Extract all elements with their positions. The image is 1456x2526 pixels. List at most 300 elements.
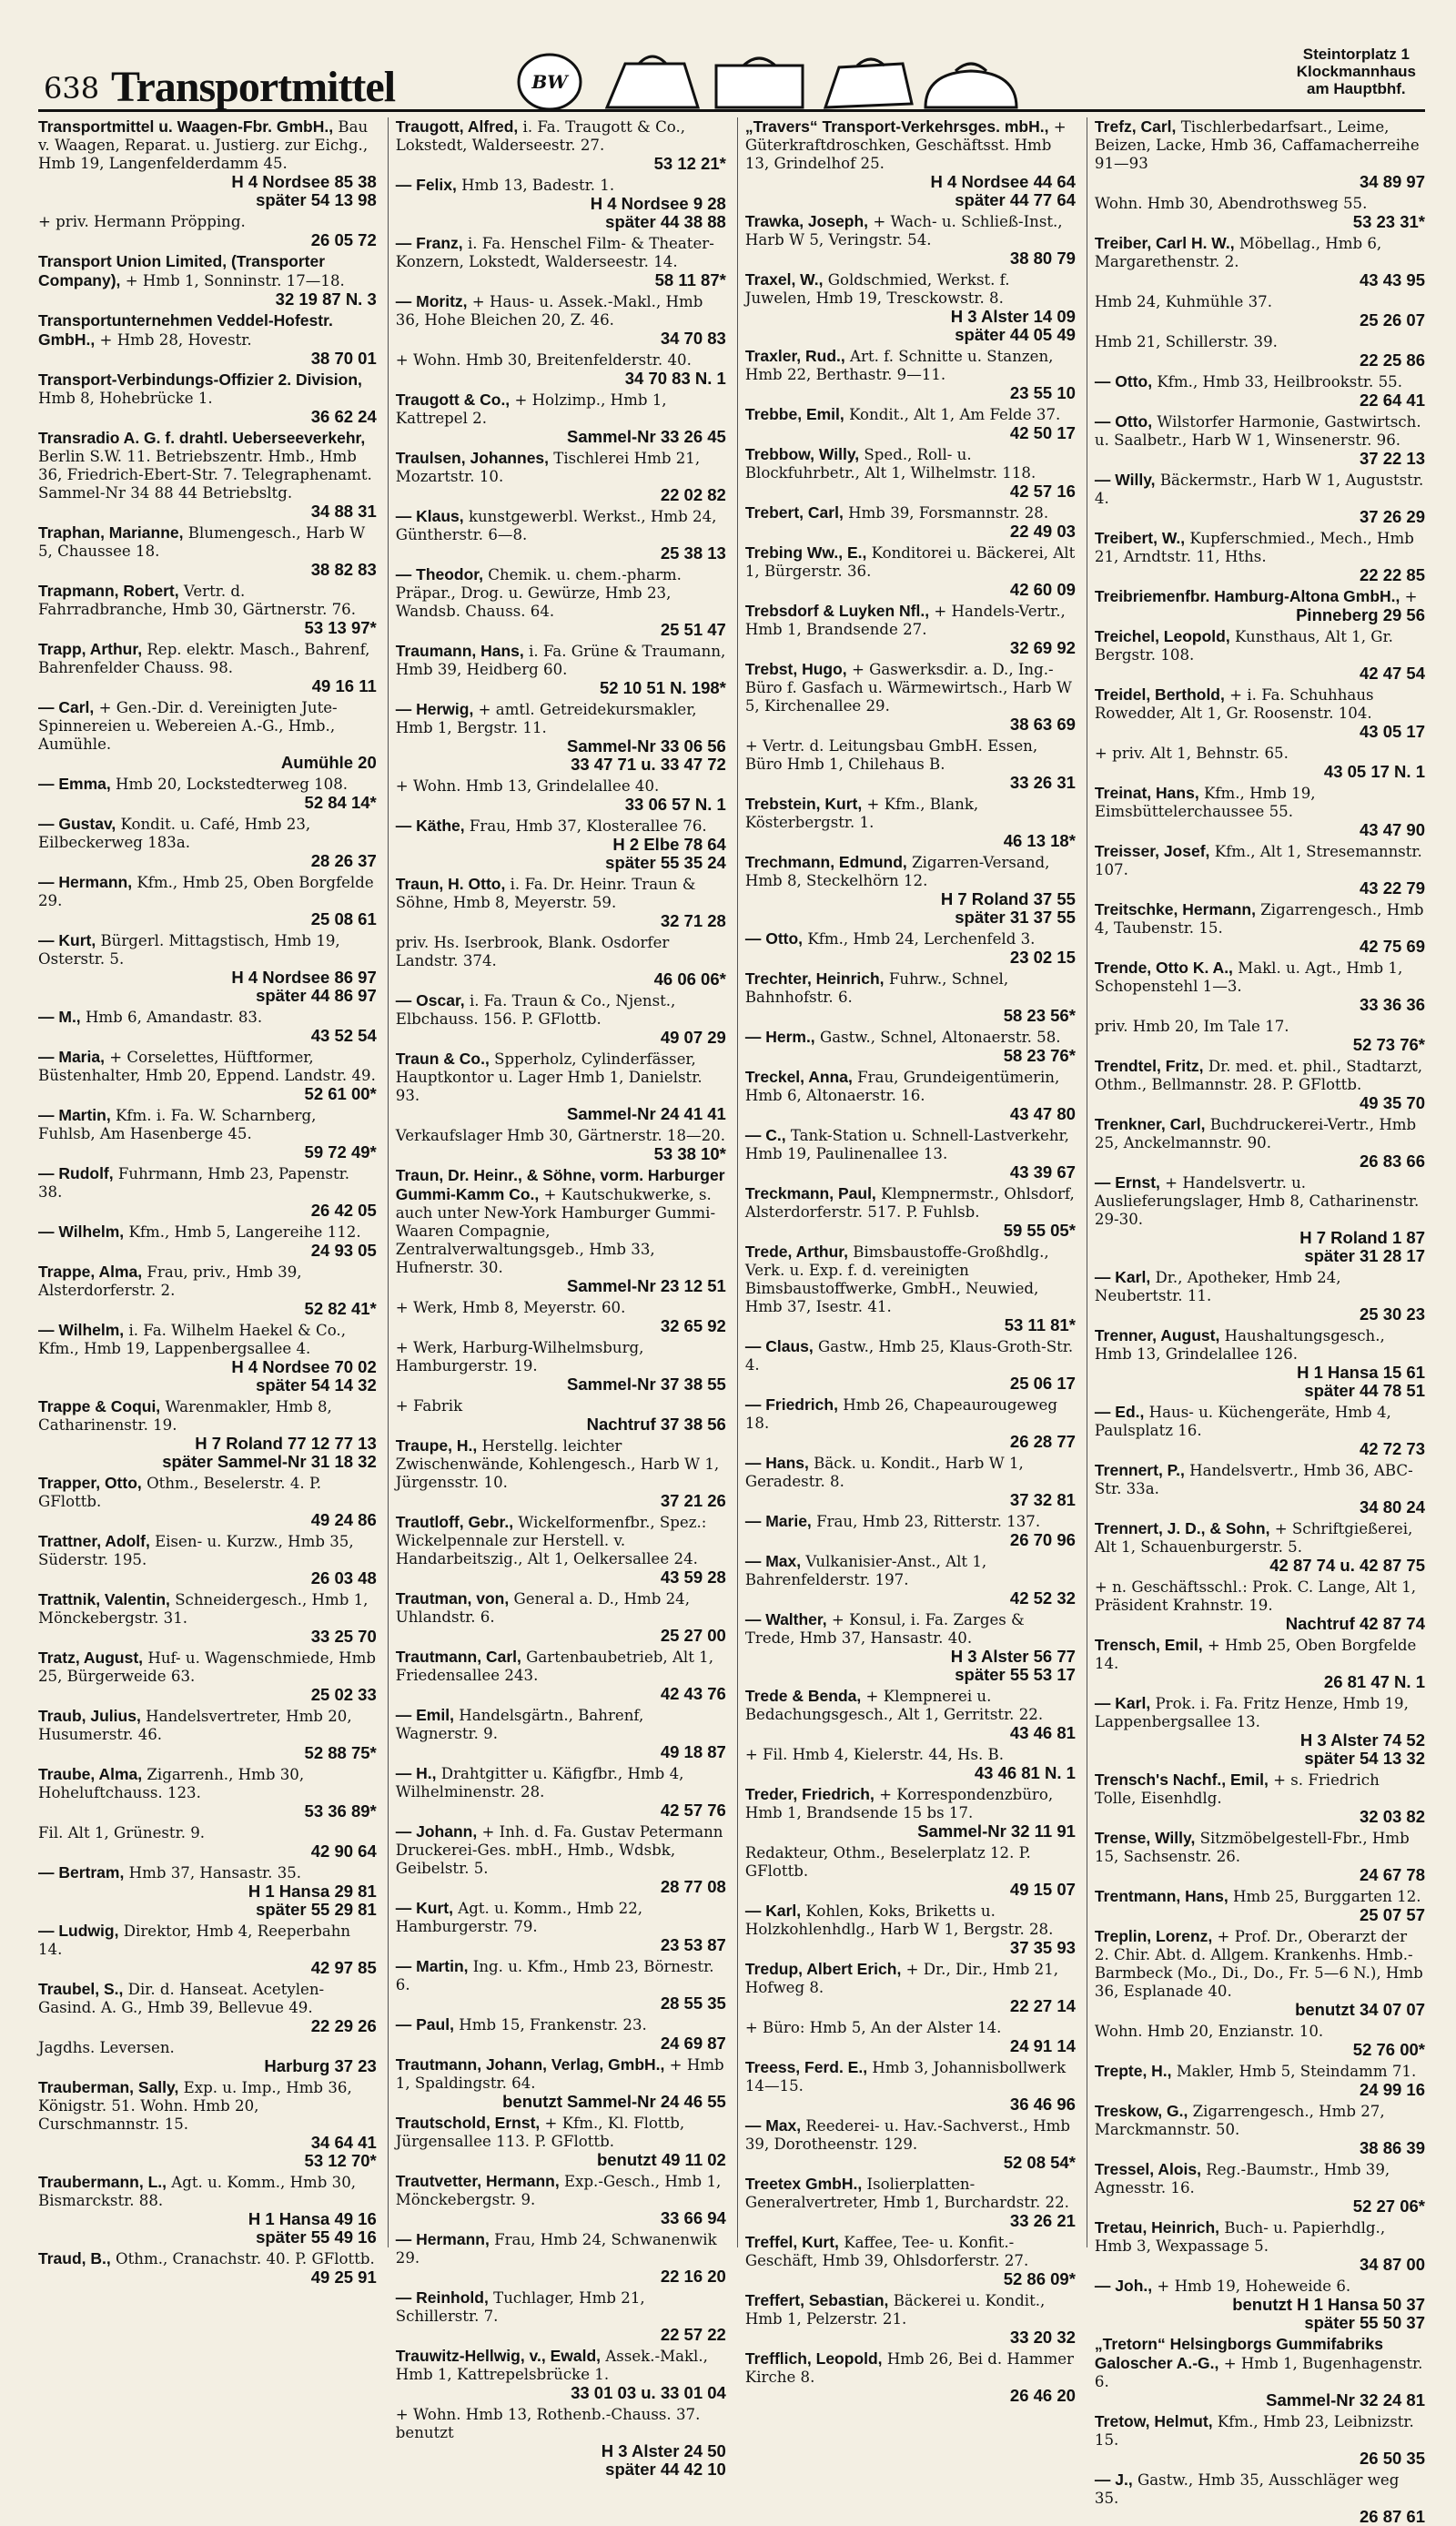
entry-details: Hmb 13, Badestr. 1.	[461, 177, 615, 194]
entry-details: Schneidergesch., Hmb 1, Mönckebergstr. 31.	[38, 1591, 369, 1627]
entry-details: Handelsvertreter, Hmb 20, Husumerstr. 46.	[38, 1708, 352, 1743]
column-4	[1087, 117, 1425, 2526]
entry-details: Möbellag., Hmb 6, Margarethenstr. 2.	[1094, 235, 1382, 270]
entry-details: Blumengesch., Harb W 5, Chaussee 18.	[38, 524, 366, 560]
entry-phone: Pinneberg 29 56	[1296, 605, 1425, 624]
directory-entry	[745, 969, 1076, 1025]
entry-phone: 22 64 41	[1359, 391, 1425, 410]
entry-phone: Nachtruf 42 87 74	[1285, 1614, 1425, 1633]
entry-name: Transportmittel u. Waagen-Fbr. GmbH.,	[38, 117, 334, 136]
entry-name: Trepte, H.,	[1094, 2062, 1172, 2080]
entry-phone: 33 01 03 u. 33 01 04	[571, 2383, 726, 2402]
directory-entry	[396, 776, 726, 814]
directory-entry	[745, 736, 1076, 792]
directory-entry	[38, 1008, 377, 1045]
entry-phone: 24 67 78	[1359, 1865, 1425, 1884]
entry-phone: 42 87 74 u. 42 87 75	[1269, 1556, 1425, 1575]
entry-phone: 37 26 29	[1359, 507, 1425, 526]
entry-name: „Tretorn“ Helsingborgs Gummifabriks Galoscher A.-G.,	[1094, 2335, 1383, 2372]
entry-name: — Käthe,	[395, 817, 465, 835]
directory-entry	[396, 117, 726, 173]
entry-details: i. Fa. Dr. Heinr. Traun & Söhne, Hmb 8, Meyerstr. 59.	[395, 876, 696, 911]
entry-details: + Handelsvertr. u. Auslieferungslager, Hmb 8, Catharinenstr. 29-30.	[1094, 1174, 1420, 1228]
directory-entry	[1095, 2062, 1425, 2099]
directory-entry	[1095, 1519, 1425, 1575]
entry-name: Trautvetter, Hermann,	[395, 2172, 560, 2190]
directory-entry	[396, 1899, 726, 1954]
entry-phone: 52 84 14*	[304, 793, 377, 812]
directory-entry	[745, 1337, 1076, 1393]
entry-name: Treess, Ferd. E.,	[744, 2058, 868, 2076]
directory-entry	[396, 176, 726, 231]
directory-entry	[1095, 1927, 1425, 2019]
directory-entry	[745, 1552, 1076, 1608]
directory-entry	[38, 582, 377, 637]
entry-details: Handelsvertr., Hmb 36, ABC-Str. 33a.	[1094, 1462, 1413, 1497]
directory-entry	[1095, 1173, 1425, 1265]
entry-details: + Wach- u. Schließ-Inst., Harb W 5, Veringstr. 54.	[744, 213, 1063, 249]
entry-phone: 33 26 31	[1009, 773, 1076, 792]
entry-details: Gastw., Schnel, Altonaerstr. 58.	[819, 1029, 1061, 1046]
entry-name: Trede, Arthur,	[744, 1243, 848, 1261]
entry-name: — Martin,	[395, 1957, 469, 1975]
entry-name: Traubermann, L.,	[38, 2173, 167, 2191]
entry-phone: 46 13 18*	[1003, 831, 1076, 850]
entry-name: Tretow, Helmut,	[1094, 2412, 1213, 2430]
entry-phone: 22 02 82	[660, 485, 726, 504]
entry-details: + Inh. d. Fa. Gustav Petermann Druckerei-Ges. mbH., Hmb., Wdsbk, Geibelstr. 5.	[395, 1823, 723, 1877]
entry-details: + Werk, Hmb 8, Meyerstr. 60.	[395, 1299, 626, 1316]
entry-phone: 42 43 76	[660, 1684, 726, 1703]
entry-name: Traxler, Rud.,	[744, 347, 845, 365]
entry-phone: 58 11 87*	[654, 270, 726, 289]
directory-entry	[745, 853, 1076, 927]
directory-entry	[396, 507, 726, 563]
entry-details: + Fabrik	[395, 1397, 463, 1415]
entry-details: Buchdruckerei-Vertr., Hmb 25, Anckelmannstr. 90.	[1094, 1116, 1417, 1151]
entry-details: Zigarrengesch., Hmb 4, Taubenstr. 15.	[1094, 901, 1424, 937]
entry-details: Zigarren-Versand, Hmb 8, Steckelhörn 12.	[744, 854, 1050, 889]
directory-entry	[396, 449, 726, 504]
directory-entry	[1095, 529, 1425, 584]
entry-phone: 37 35 93	[1009, 1938, 1076, 1957]
directory-entry	[396, 642, 726, 697]
entry-name: Traube, Alma,	[38, 1765, 143, 1783]
entry-details: i. Fa. Wilhelm Haekel & Co., Kfm., Hmb 19, Lappenbergsallee 4.	[38, 1322, 346, 1357]
entry-details: Hmb 20, Lockstedterweg 108.	[116, 776, 349, 793]
entry-details: Kohlen, Koks, Briketts u. Holzkohlenhdlg., Harb W 1, Bergstr. 28.	[744, 1902, 1054, 1938]
entry-phone: 43 05 17 N. 1	[1323, 762, 1425, 781]
directory-entry	[38, 370, 377, 426]
directory-entry	[38, 1648, 377, 1704]
directory-entry	[38, 698, 377, 772]
entry-phone: 52 61 00*	[304, 1084, 377, 1103]
entry-details: + Wohn. Hmb 30, Breitenfelderstr. 40.	[395, 351, 692, 369]
entry-phone: 53 11 81*	[1004, 1315, 1076, 1334]
entry-name: Trautmann, Johann, Verlag, GmbH.,	[395, 2055, 665, 2074]
entry-phone: 26 50 35	[1359, 2449, 1425, 2468]
entry-details: Sitzmöbelgestell-Fbr., Hmb 15, Sachsenstr. 26.	[1094, 1830, 1410, 1865]
entry-name: — Hans,	[744, 1454, 809, 1472]
entry-details: i. Fa. Traun & Co., Njenst., Elbchauss. 156. P. GFlottb.	[395, 992, 676, 1028]
entry-phone: 43 52 54	[310, 1026, 377, 1045]
entry-phone: 53 12 21*	[653, 154, 726, 173]
entry-details: + Kfm., Blank, Kösterbergstr. 1.	[744, 796, 979, 831]
entry-phone: 42 60 09	[1009, 580, 1076, 599]
address-block	[1297, 46, 1416, 97]
entry-phone: 25 06 17	[1009, 1374, 1076, 1393]
entry-name: — Wilhelm,	[38, 1321, 125, 1339]
page-header	[38, 18, 1425, 112]
directory-entry	[745, 2175, 1076, 2230]
entry-phone: 49 25 91	[310, 2267, 377, 2287]
entry-name: Treskow, G.,	[1094, 2102, 1188, 2120]
entry-name: Trebert, Carl,	[744, 503, 844, 522]
entry-details: Gastw., Hmb 25, Klaus-Groth-Str. 4.	[744, 1338, 1074, 1374]
entry-name: Trede & Benda,	[744, 1687, 862, 1705]
entry-phone: 53 12 70*	[304, 2151, 377, 2170]
entry-details: + priv. Alt 1, Behnstr. 65.	[1094, 745, 1289, 762]
column-3	[737, 117, 1076, 2405]
entry-details: priv. Hmb 20, Im Tale 17.	[1094, 1018, 1289, 1035]
entry-details: Reg.-Baumstr., Hmb 39, Agnesstr. 16.	[1094, 2161, 1390, 2196]
entry-name: — Walther,	[744, 1610, 827, 1628]
entry-details: General a. D., Hmb 24, Uhlandstr. 6.	[395, 1590, 690, 1626]
entry-phone: Sammel-Nr 33 06 56	[567, 736, 726, 756]
entry-details: Redakteur, Othm., Beselerplatz 12. P. GFlottb.	[744, 1844, 1031, 1880]
entry-details: Agt. u. Komm., Hmb 30, Bismarckstr. 88.	[38, 2174, 357, 2209]
entry-phone: H 4 Nordsee 85 38	[231, 172, 377, 191]
entry-name: Traun, Dr. Heinr., & Söhne, vorm. Harburger Gummi-Kamm Co.,	[395, 1166, 725, 1203]
entry-phone: 42 50 17	[1009, 423, 1076, 442]
directory-entry	[745, 1902, 1076, 1957]
directory-entry	[1095, 842, 1425, 898]
entry-details: + Güterkraftdroschken, Geschäftsst. Hmb 13, Grindelhof 25.	[744, 118, 1067, 172]
address-line: Steintorplatz 1	[1302, 46, 1410, 63]
entry-name: — Hermann,	[38, 873, 133, 891]
entry-details: + Holzimp., Hmb 1, Kattrepel 2.	[395, 391, 667, 427]
directory-entry	[745, 1843, 1076, 1899]
entry-details: + Gaswerksdir. a. D., Ing.-Büro f. Gasfach u. Wärmewirtsch., Harb W 5, Kirchenallee 29.	[744, 661, 1072, 715]
entry-details: Tuchlager, Hmb 21, Schillerstr. 7.	[395, 2289, 645, 2325]
entry-phone: 25 30 23	[1359, 1304, 1425, 1324]
entry-details: Rep. elektr. Masch., Bahrenf, Bahrenfelder Chauss. 98.	[38, 641, 370, 676]
entry-details: Bäckerei u. Kondit., Hmb 1, Pelzerstr. 21.	[744, 2292, 1046, 2328]
entry-phone: 34 88 31	[310, 502, 377, 521]
directory-entry	[745, 2116, 1076, 2172]
directory-entry	[38, 1222, 377, 1260]
entry-phone: 32 69 92	[1009, 638, 1076, 657]
directory-entry	[396, 2114, 726, 2169]
entry-name: — Claus,	[744, 1337, 814, 1355]
entry-name: — Ed.,	[1094, 1403, 1145, 1421]
directory-entry	[1095, 784, 1425, 839]
entry-phone: 52 08 54*	[1003, 2153, 1076, 2172]
entry-phone: H 7 Roland 37 55	[940, 889, 1076, 908]
entry-phone: 24 91 14	[1009, 2036, 1076, 2055]
directory-entry	[38, 1397, 377, 1471]
directory-entry	[396, 1589, 726, 1645]
entry-phone: 33 06 57 N. 1	[624, 795, 726, 814]
entry-phone: 53 38 10*	[653, 1144, 726, 1163]
entry-details: Frau, Grundeigentümerin, Hmb 6, Altonaerstr. 16.	[744, 1069, 1060, 1104]
directory-entry	[396, 2347, 726, 2402]
entry-details: + priv. Hermann Pröpping.	[38, 213, 246, 230]
entry-phone: 53 23 31*	[1352, 212, 1425, 231]
entry-phone: Sammel-Nr 32 11 91	[917, 1821, 1076, 1841]
directory-entry	[396, 875, 726, 930]
entry-phone: 34 80 24	[1359, 1497, 1425, 1517]
directory-entry	[745, 117, 1076, 209]
entry-details: Jagdhs. Leversen.	[38, 2039, 175, 2056]
entry-name: — Oscar,	[395, 991, 465, 1009]
entry-details: + Büro: Hmb 5, An der Alster 14.	[744, 2019, 1002, 2036]
entry-name: — Herwig,	[395, 700, 474, 718]
directory-entry	[38, 1707, 377, 1762]
entry-name: Trebsdorf & Luyken Nfl.,	[744, 602, 930, 620]
entry-name: — Reinhold,	[395, 2288, 489, 2307]
entry-details: i. Fa. Traugott & Co., Lokstedt, Walderseestr. 27.	[395, 118, 686, 154]
entry-phone: 43 59 28	[660, 1567, 726, 1587]
entry-details: Prok. i. Fa. Fritz Henze, Hmb 19, Lappenbergsallee 13.	[1094, 1695, 1409, 1730]
entry-phone: 32 65 92	[660, 1316, 726, 1335]
entry-details: Hmb 39, Forsmannstr. 28.	[848, 504, 1049, 522]
entry-details: Gastw., Hmb 35, Ausschläger weg 35.	[1094, 2471, 1400, 2507]
entry-phone: 49 18 87	[660, 1742, 726, 1761]
directory-entry	[745, 1960, 1076, 2015]
entry-details: Direktor, Hmb 4, Reeperbahn 14.	[38, 1922, 351, 1958]
directory-entry	[745, 543, 1076, 599]
entry-details: Vulkanisier-Anst., Alt 1, Bahrenfelderstr. 197.	[744, 1553, 987, 1588]
entry-details: Exp. u. Imp., Hmb 36, Königstr. 51. Wohn. Hmb 20, Curschmannstr. 15.	[38, 2079, 352, 2133]
entry-phone: 53 13 97*	[304, 618, 377, 637]
entry-phone: benutzt Sammel-Nr 24 46 55	[502, 2092, 726, 2111]
directory-entry	[1095, 1770, 1425, 1826]
directory-entry	[396, 700, 726, 774]
entry-details: Chemik. u. chem.-pharm. Präpar., Drog. u. Gewürze, Hmb 23, Wandsb. Chauss. 64.	[395, 566, 682, 620]
entry-name: Trauwitz-Hellwig, v., Ewald,	[395, 2347, 602, 2365]
entry-details: Tischlerbedarfsart., Leime, Beizen, Lacke, Hmb 36, Caffamacherreihe 91—93	[1094, 118, 1420, 172]
entry-phone: 33 36 36	[1359, 995, 1425, 1014]
entry-phone: 24 93 05	[310, 1241, 377, 1260]
entry-phone: 34 70 83	[660, 329, 726, 348]
entry-name: Trebbow, Willy,	[744, 445, 860, 463]
entry-name: Trautmann, Carl,	[395, 1648, 521, 1666]
directory-entry	[745, 795, 1076, 850]
entry-details: Zigarrenh., Hmb 30, Hoheluftchauss. 123.	[38, 1766, 305, 1801]
entry-phone: 49 07 29	[660, 1028, 726, 1047]
entry-details: + Prof. Dr., Oberarzt der 2. Chir. Abt. d. Allgem. Krankenhs. Hmb.-Barmbeck (Mo., Di., Do., Fr. 5—6 N.), Hmb 36, Esplanade 40.	[1094, 1928, 1423, 2000]
entry-phone: 46 06 06*	[653, 969, 726, 989]
entry-details: Dr., Apotheker, Hmb 24, Neubertstr. 11.	[1094, 1269, 1341, 1304]
entry-name: Trappe, Alma,	[38, 1263, 143, 1281]
entry-details: + Dr., Dir., Hmb 21, Hofweg 8.	[744, 1961, 1059, 1996]
directory-entry	[38, 873, 377, 928]
entry-details: Kfm. i. Fa. W. Scharnberg, Fuhlsb, Am Hasenberge 45.	[38, 1107, 317, 1142]
entry-name: Trennert, J. D., & Sohn,	[1094, 1519, 1270, 1537]
directory-entry	[1095, 1461, 1425, 1517]
directory-entry	[1095, 117, 1425, 191]
entry-phone: Sammel-Nr 32 24 81	[1266, 2390, 1425, 2409]
entry-details: Frau, Hmb 24, Schwanenwik 29.	[395, 2231, 717, 2267]
entry-details: Agt. u. Komm., Hmb 22, Hamburgerstr. 79.	[395, 1900, 643, 1935]
entry-phone: 38 86 39	[1359, 2138, 1425, 2157]
entry-details: Makler, Hmb 5, Steindamm 71.	[1176, 2063, 1417, 2080]
entry-details: + Wohn. Hmb 13, Rothenb.-Chauss. 37. benutzt	[395, 2406, 701, 2441]
directory-entry	[396, 2055, 726, 2111]
entry-details: Kunsthaus, Alt 1, Gr. Bergstr. 108.	[1094, 628, 1393, 664]
entry-name: Trenkner, Carl,	[1094, 1115, 1206, 1133]
entry-phone: 32 19 87 N. 3	[275, 289, 377, 309]
entry-details: Vertr. d. Fahrradbranche, Hmb 30, Gärtnerstr. 76.	[38, 583, 357, 618]
entry-name: Trefflich, Leopold,	[744, 2349, 883, 2368]
entry-name: — Ludwig,	[38, 1922, 119, 1940]
entry-name: Treidel, Berthold,	[1094, 685, 1225, 704]
entry-name: — Gustav,	[38, 815, 116, 833]
directory-entry	[38, 931, 377, 1005]
directory-entry	[745, 270, 1076, 344]
entry-details: + Gen.-Dir. d. Vereinigten Jute-Spinnereien u. Webereien A.-G., Hmb., Aumühle.	[38, 699, 338, 753]
entry-phone: 32 03 82	[1359, 1807, 1425, 1826]
entry-details: + Hmb 1, Sonninstr. 17—18.	[125, 272, 345, 289]
entry-phone: 42 90 64	[310, 1841, 377, 1861]
entry-phone: 24 69 87	[660, 2034, 726, 2053]
entry-phone: 25 02 33	[310, 1685, 377, 1704]
entry-phone: 43 47 90	[1359, 820, 1425, 839]
directory-entry	[745, 660, 1076, 734]
entry-details: + Kautschukwerke, s. auch unter New-York Hamburger Gummi-Waaren Compagnie, Zentralverwaltungsgeb., Hmb 33, Hufnerstr. 30.	[395, 1186, 716, 1276]
entry-phone: H 4 Nordsee 44 64	[930, 172, 1076, 191]
entry-phone: später 54 14 32	[256, 1375, 377, 1395]
entry-details: + Haus- u. Assek.-Makl., Hmb 36, Hohe Bleichen 20, Z. 46.	[395, 293, 703, 329]
entry-details: Dir. d. Hanseat. Acetylen-Gasind. A. G., Hmb 39, Bellevue 49.	[38, 1981, 325, 2016]
entry-details: + amtl. Getreidekursmakler, Hmb 1, Bergstr. 11.	[395, 701, 697, 736]
entry-name: — Theodor,	[395, 565, 484, 583]
entry-details: Berlin S.W. 11. Betriebszentr. Hmb., Hmb 36, Friedrich-Ebert-Str. 7. Telegraphenamt. Sammel-Nr 34 88 44 Betriebsltg.	[38, 448, 372, 502]
entry-details: Handelsgärtn., Bahrenf, Wagnerstr. 9.	[395, 1707, 644, 1742]
entry-phone: später 44 42 10	[605, 2460, 726, 2479]
entry-phone: später 55 29 81	[256, 1900, 377, 1919]
entry-details: Dr. med. et. phil., Stadtarzt, Othm., Bellmannstr. 28. P. GFlottb.	[1094, 1058, 1423, 1093]
entry-name: — Maria,	[38, 1048, 105, 1066]
entry-name: Trawka, Joseph,	[744, 212, 869, 230]
entry-details: Kfm., Hmb 24, Lerchenfeld 3.	[807, 930, 1036, 948]
entry-name: Trenner, August,	[1094, 1326, 1220, 1344]
directory-entry	[1095, 332, 1425, 370]
directory-entry	[396, 1822, 726, 1896]
entry-name: — Friedrich,	[744, 1395, 838, 1414]
directory-entry	[396, 1298, 726, 1335]
entry-details: Buch- u. Papierhdlg., Hmb 3, Wexpassage 5.	[1094, 2219, 1386, 2255]
entry-details: Fuhrw., Schnel, Bahnhofstr. 6.	[744, 970, 1009, 1006]
entry-name: Traub, Julius,	[38, 1707, 141, 1725]
entry-details: priv. Hs. Iserbrook, Blank. Osdorfer Landstr. 374.	[395, 934, 670, 969]
entry-phone: später 44 86 97	[256, 986, 377, 1005]
entry-name: Trensch, Emil,	[1094, 1636, 1203, 1654]
directory-entry	[396, 350, 726, 388]
entry-phone: 43 22 79	[1359, 878, 1425, 898]
entry-name: — Karl,	[1094, 1694, 1151, 1712]
entry-phone: H 1 Hansa 15 61	[1297, 1363, 1425, 1382]
entry-name: — Ernst,	[1094, 1173, 1160, 1192]
directory-entry	[1095, 2335, 1425, 2409]
entry-name: — Emma,	[38, 775, 111, 793]
entry-phone: 26 87 61	[1359, 2507, 1425, 2526]
directory-entry	[1095, 1829, 1425, 1884]
entry-name: — Otto,	[744, 929, 804, 948]
entry-phone: 23 02 15	[1009, 948, 1076, 967]
directory-entry	[38, 311, 377, 368]
entry-phone: 25 07 57	[1359, 1905, 1425, 1924]
directory-entry	[1095, 1577, 1425, 1633]
entry-phone: 28 26 37	[310, 851, 377, 870]
entry-details: Wohn. Hmb 30, Abendrothsweg 55.	[1094, 195, 1368, 212]
directory-entry	[396, 2230, 726, 2286]
entry-phone: später 55 50 37	[1304, 2313, 1425, 2332]
entry-phone: 58 23 76*	[1003, 1046, 1076, 1065]
entry-name: — H.,	[395, 1764, 437, 1782]
entry-phone: H 3 Alster 14 09	[950, 307, 1076, 326]
directory-entry	[38, 1164, 377, 1220]
entry-phone: 52 82 41*	[304, 1299, 377, 1318]
entry-details: Hmb 25, Burggarten 12.	[1233, 1888, 1421, 1905]
entry-phone: später 55 35 24	[605, 853, 726, 872]
entry-phone: H 7 Roland 77 12 77 13	[195, 1434, 377, 1453]
directory-entry	[396, 817, 726, 872]
entry-name: Treetex GmbH.,	[744, 2175, 863, 2193]
entry-phone: 34 70 83 N. 1	[624, 369, 726, 388]
entry-phone: 43 43 95	[1359, 270, 1425, 289]
entry-name: — Joh.,	[1094, 2277, 1153, 2295]
entry-details: Kfm., Hmb 5, Langereihe 112.	[128, 1223, 361, 1241]
directory-entry	[38, 1765, 377, 1821]
entry-name: Treiber, Carl H. W.,	[1094, 234, 1235, 252]
directory-entry	[38, 1590, 377, 1646]
entry-name: Tretau, Heinrich,	[1094, 2218, 1220, 2237]
directory-entry	[38, 1263, 377, 1318]
entry-details: Zigarrengesch., Hmb 27, Marckmannstr. 50.	[1094, 2103, 1385, 2138]
entry-phone: 43 46 81 N. 1	[974, 1763, 1076, 1782]
entry-name: Traxel, W.,	[744, 270, 824, 289]
directory-entry	[745, 347, 1076, 402]
entry-phone: später 31 37 55	[955, 908, 1076, 927]
entry-phone: 26 03 48	[310, 1568, 377, 1588]
entry-name: — Martin,	[38, 1106, 111, 1124]
entry-name: Treckmann, Paul,	[744, 1184, 876, 1202]
entry-phone: 22 27 14	[1009, 1996, 1076, 2015]
entry-phone: 37 22 13	[1359, 449, 1425, 468]
entry-phone: 33 20 32	[1009, 2328, 1076, 2347]
entry-details: Hmb 8, Hohebrücke 1.	[38, 390, 213, 407]
entry-phone: 22 49 03	[1009, 522, 1076, 541]
directory-entry	[1095, 1115, 1425, 1171]
entry-name: — Bertram,	[38, 1863, 125, 1882]
directory-entry	[396, 292, 726, 348]
entry-name: Treisser, Josef,	[1094, 842, 1210, 860]
directory-entry	[396, 1513, 726, 1587]
entry-phone: 22 57 22	[660, 2325, 726, 2344]
entry-name: Trende, Otto K. A.,	[1094, 959, 1233, 977]
directory-entry	[38, 252, 377, 309]
entry-name: Traumann, Hans,	[395, 642, 524, 660]
entry-phone: 42 72 73	[1359, 1439, 1425, 1458]
directory-entry	[745, 1745, 1076, 1782]
directory-entry	[745, 1243, 1076, 1334]
entry-phone: Sammel-Nr 33 26 45	[567, 427, 726, 446]
entry-details: Hmb 37, Hansastr. 35.	[128, 1864, 302, 1882]
entry-phone: benutzt 49 11 02	[596, 2150, 726, 2169]
entry-name: Treplin, Lorenz,	[1094, 1927, 1213, 1945]
